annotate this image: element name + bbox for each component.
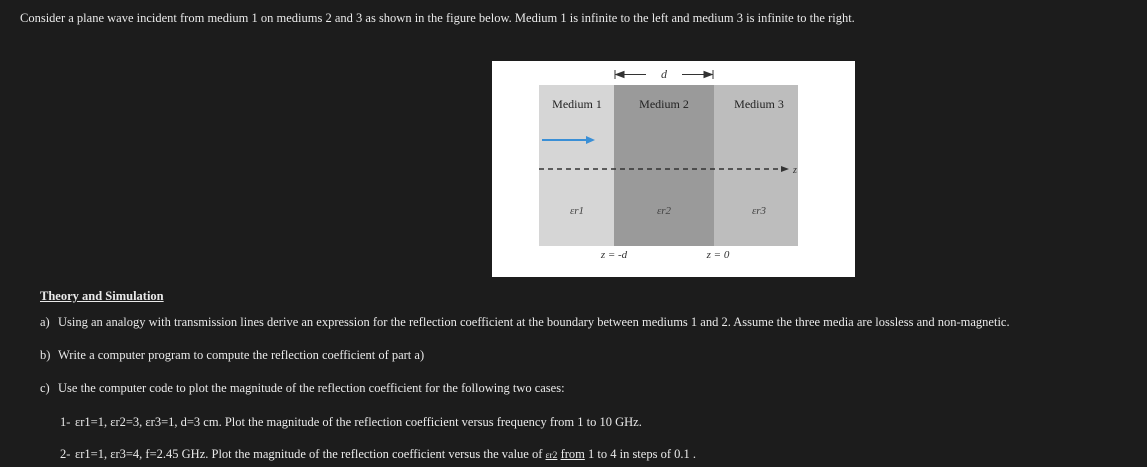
question-b-label: b) (40, 348, 51, 362)
medium2-label: Medium 2 (639, 97, 689, 111)
question-c (40, 381, 565, 396)
z-minus-d-label: z = -d (600, 249, 628, 261)
question-c-label: c) (40, 381, 50, 395)
question-a (40, 315, 1010, 330)
eps-r1-label: εr1 (569, 205, 585, 217)
eps-r2-label: εr2 (656, 205, 672, 217)
question-a-label: a) (40, 315, 50, 329)
three-media-figure (492, 61, 855, 277)
medium3-label: Medium 3 (734, 97, 784, 111)
question-c-text: Use the computer code to plot the magnitude of the reflection coefficient for the following two cases: (58, 381, 565, 395)
case-1 (60, 415, 642, 430)
case-2-from: from (560, 447, 585, 461)
question-b (40, 348, 424, 363)
question-b-text: Write a computer program to compute the reflection coefficient of part a) (58, 348, 425, 362)
case-1-text: εr1=1, εr2=3, εr3=1, d=3 cm. Plot the magnitude of the reflection coefficient versus frequency from 1 to 10 GHz. (75, 415, 642, 429)
intro-text: Consider a plane wave incident from medium 1 on mediums 2 and 3 as shown in the figure below. Medium 1 is infinite to the left and medium 3 is infinite to the right. (20, 11, 855, 25)
case-2-eps: εr2 (545, 451, 558, 461)
case-2-text: εr1=1, εr3=4, f=2.45 GHz. Plot the magnitude of the reflection coefficient versus the value of (75, 447, 543, 461)
case-2 (60, 447, 696, 462)
eps-r3-label: εr3 (751, 205, 767, 217)
case-2-label: 2- (60, 447, 71, 461)
case-2-tail: 1 to 4 in steps of 0.1 . (588, 447, 696, 461)
d-label: d (661, 67, 667, 81)
z-zero-label: z = 0 (706, 249, 730, 261)
case-1-label: 1- (60, 415, 71, 429)
question-a-text: Using an analogy with transmission lines derive an expression for the reflection coefficient at the boundary between mediums 1 and 2. Assume the three media are lossless and non-magnetic. (58, 315, 1010, 329)
section-heading: Theory and Simulation (40, 289, 164, 303)
medium1-label: Medium 1 (552, 97, 602, 111)
z-axis-label: z (793, 165, 797, 176)
